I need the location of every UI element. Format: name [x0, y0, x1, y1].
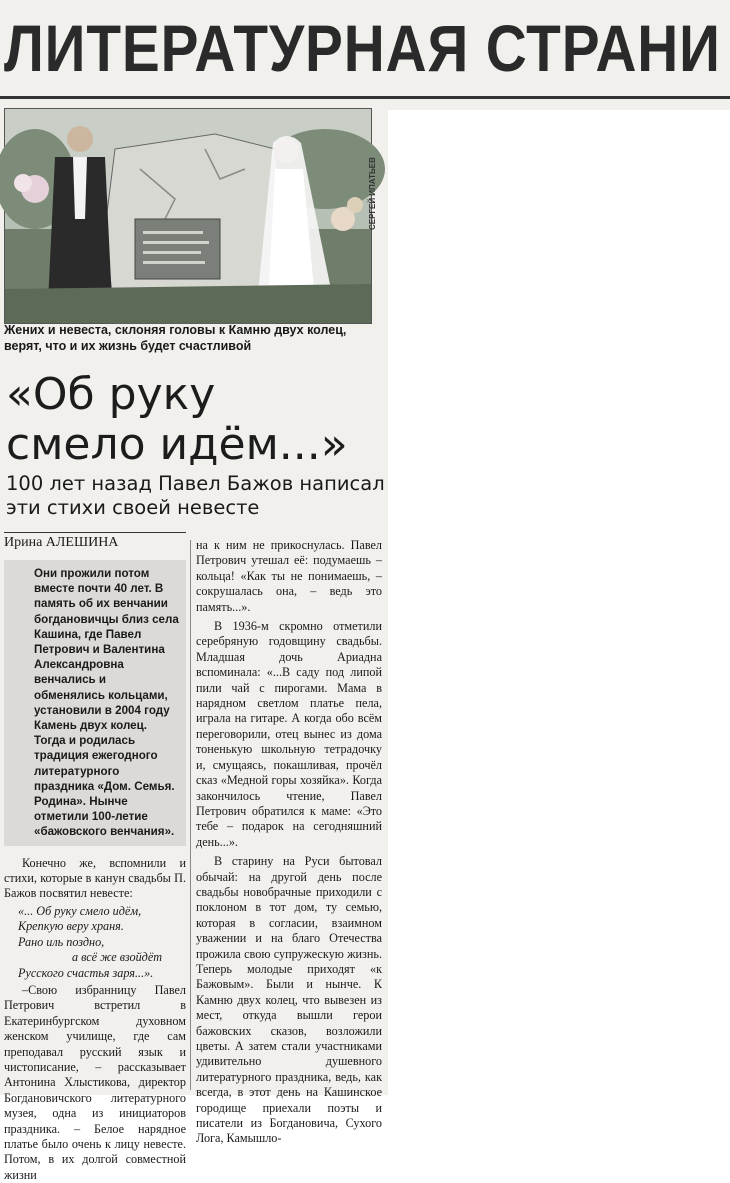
section-masthead: ЛИТЕРАТУРНАЯ СТРАНИ	[4, 11, 721, 85]
right-paragraph-3: В старину на Руси бытовал обычай: на другой день после свадьбы новобрачные приходили с поклоном в тот дом, ту семью, которая в согласии, взаимном уважении и на благо Отечества прожила свою супружескую жизнь. Теперь молодые приходят «к Бажовым». Были и нынче. К Камню двух колец, что вывезен из мест, откуда вышли герои бажовских сказов, возложили цветы. А затем стали участниками удивительно душевного литературного праздника, ведь, как всегда, в этот день на Кашинское городище приехали поэты и писатели из Богдановича, Сухого Лога, Камышло-	[196, 854, 382, 1146]
right-paragraph-2: В 1936-м скромно отметили серебряную годовщину свадьбы. Младшая дочь Ариадна вспоминала: «...В саду под липой пили чай с пирогами. Мама в нарядном светлом платье пела, играла на гитаре. А когда обо всём переговорили, отец вынес из дома тоненькую школьную тетрадочку и, смущаясь, покашливая, прочёл сказ «Медной горы хозяйка». Когда закончилось чтение, Павел Петрович обратился к маме: «Это тебе – подарок на сегодняшний день...».	[196, 619, 382, 849]
photo-credit: СЕРГЕЙ ИПАТЬЕВ	[368, 157, 377, 230]
article-subhead: 100 лет назад Павел Бажов написал эти стихи своей невесте	[6, 472, 385, 519]
poem-line: Русского счастья заря...».	[18, 965, 154, 980]
poem-line: Крепкую веру храня.	[18, 919, 124, 934]
headline-line-2: смело идём...»	[6, 419, 348, 470]
article-headline	[6, 370, 386, 470]
left-column	[4, 560, 186, 1183]
headline-line-1: «Об руку	[6, 369, 216, 420]
masthead-rule	[0, 96, 730, 99]
wedding-photo-illustration	[5, 109, 371, 323]
wedding-photo	[4, 108, 372, 324]
poem-line: Рано иль поздно,	[18, 934, 105, 949]
poem-line: а всё же взойдёт	[72, 950, 163, 965]
column-divider	[190, 540, 191, 1090]
left-paragraph-1: Конечно же, вспомнили и стихи, которые в канун свадьбы П. Бажов посвятил невесте:	[4, 855, 186, 901]
right-column	[196, 538, 382, 1147]
photo-caption: Жених и невеста, склоняя головы к Камню двух колец, верят, что и их жизнь будет счастливой	[4, 323, 347, 353]
left-paragraph-2: –Свою избранницу Павел Петрович встретил в Екатеринбургском духовном женском училище, где сам преподавал русский язык и чистописание, – рассказывает Антонина Хлыстикова, директор Богдановичского литературного музея, одна из инициаторов праздника. – Белое нарядное платье было очень к лицу невесте. Потом, в их долгой совместной жизни	[4, 982, 186, 1182]
blank-area	[388, 110, 730, 1095]
byline-rule	[4, 532, 186, 533]
poem-line: «... Об руку смело идём,	[18, 903, 142, 918]
lead-paragraph: Они прожили потом вместе почти 40 лет. В память об их венчании богдановичцы близ села Кашина, где Павел Петрович и Валентина Александровна венчались и обменялись кольцами, установили в 2004 году Камень двух колец. Тогда и родилась традиция ежегодного литературного праздника «Дом. Семья. Родина». Нынче отметили 100-летие «бажовского венчания».	[4, 560, 186, 846]
poem-quote	[18, 904, 186, 981]
right-paragraph-1: на к ним не прикоснулась. Павел Петрович утешал её: подумаешь – кольца! «Как ты не понимаешь, – сокрушалась она, – ведь это память...».	[196, 538, 382, 614]
article-byline: Ирина АЛЕШИНА	[4, 535, 119, 550]
